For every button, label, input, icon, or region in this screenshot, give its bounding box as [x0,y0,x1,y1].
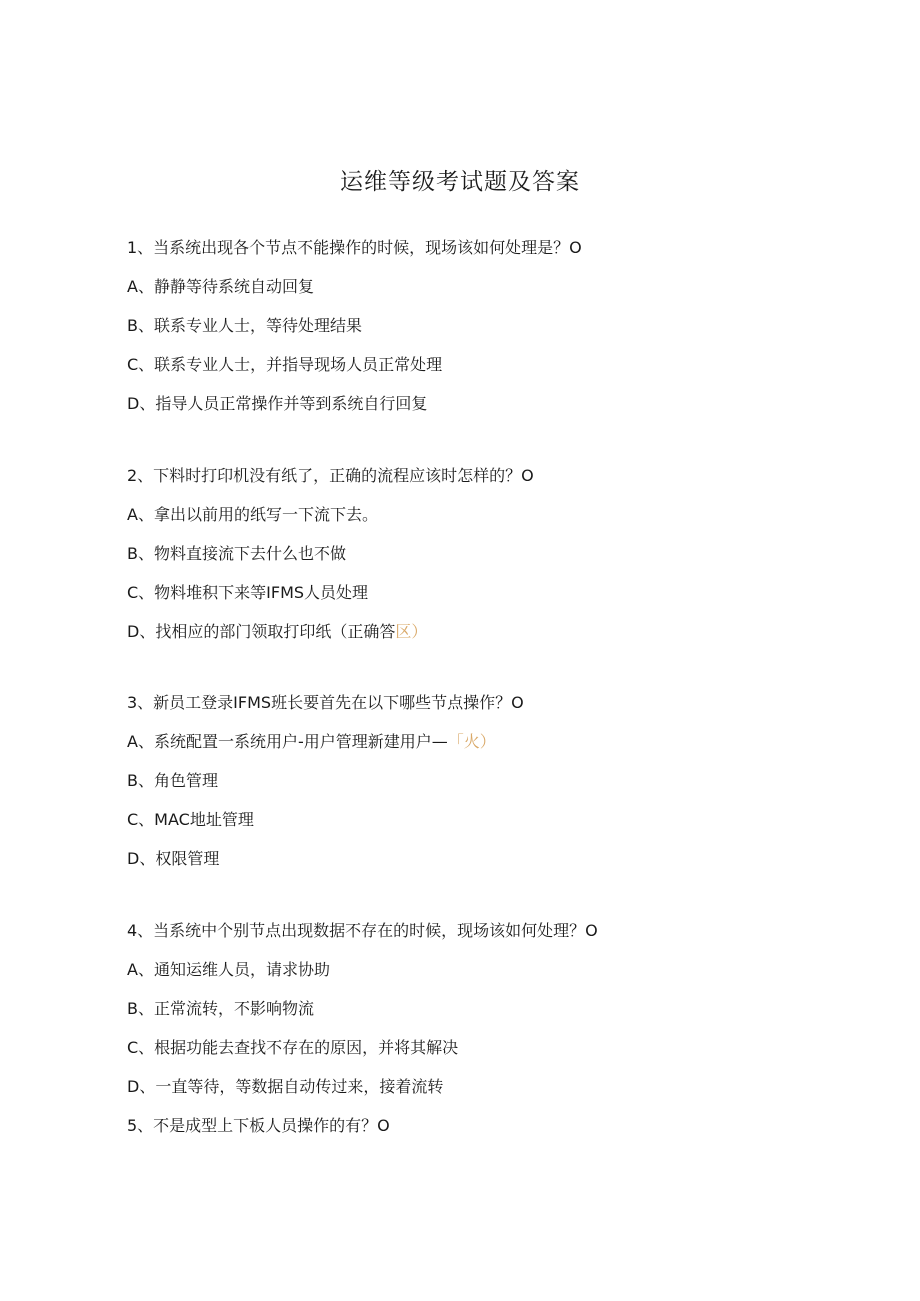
document-title: 运维等级考试题及答案 [340,169,580,195]
question-2-stem: 2、下料时打印机没有纸了，正确的流程应该时怎样的？O [127,466,534,485]
question-1-option-d: D、指导人员正常操作并等到系统自行回复 [127,394,428,413]
question-1-stem: 1、当系统出现各个节点不能操作的时候，现场该如何处理是？O [127,238,582,257]
question-2-option-a: A、拿出以前用的纸写一下流下去。 [127,505,378,524]
question-4-stem: 4、当系统中个别节点出现数据不存在的时候，现场该如何处理？O [127,921,598,940]
question-2-option-d-highlight: 区） [395,622,428,641]
question-2-option-d [127,622,427,642]
question-4-option-c: C、根据功能去查找不存在的原因，并将其解决 [127,1038,459,1057]
question-3-option-a-text: A、系统配置一系统用户-用户管理新建用户— [127,732,448,751]
question-4-option-b: B、正常流转，不影响物流 [127,999,314,1018]
question-3-stem: 3、新员工登录IFMS班长要首先在以下哪些节点操作？O [127,693,524,712]
question-4-option-d: D、一直等待，等数据自动传过来，接着流转 [127,1077,444,1096]
question-1-option-a: A、静静等待系统自动回复 [127,277,314,296]
question-2-option-d-text: D、找相应的部门领取打印纸（正确答 [127,622,396,641]
question-4-option-a: A、通知运维人员，请求协助 [127,960,330,979]
question-2-option-b: B、物料直接流下去什么也不做 [127,544,346,563]
question-1-option-b: B、联系专业人士，等待处理结果 [127,316,362,335]
question-5-stem: 5、不是成型上下板人员操作的有？O [127,1116,390,1135]
question-1-option-c: C、联系专业人士，并指导现场人员正常处理 [127,355,443,374]
question-3-option-a-highlight: 「火） [447,732,496,751]
question-2-option-c: C、物料堆积下来等IFMS人员处理 [127,583,369,602]
question-3-option-d: D、权限管理 [127,849,220,868]
question-3-option-a [127,732,496,752]
question-3-option-b: B、角色管理 [127,771,218,790]
question-3-option-c: C、MAC地址管理 [127,810,254,829]
